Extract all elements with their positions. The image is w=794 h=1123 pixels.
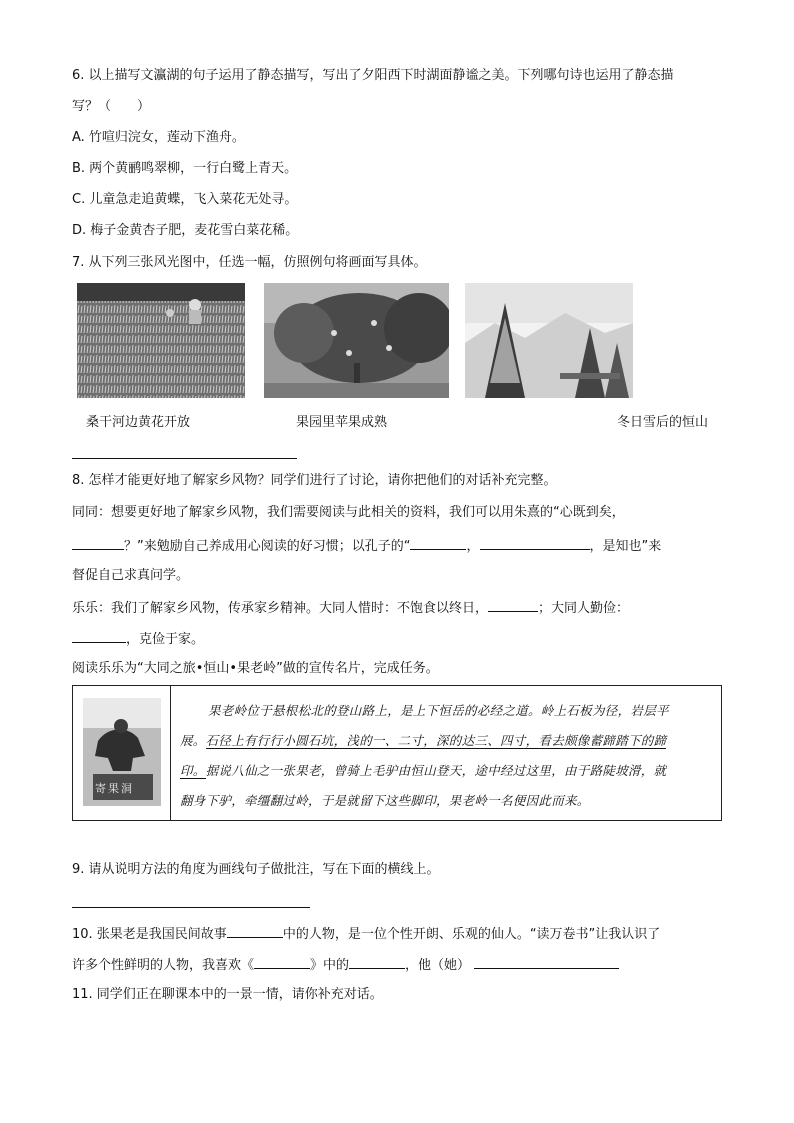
reading-intro: 阅读乐乐为“大同之旅•恒山•果老岭”做的宣传名片，完成任务。 (72, 661, 439, 676)
q7-answer-line[interactable] (72, 458, 297, 459)
blank-5[interactable] (72, 628, 126, 643)
blank-3[interactable] (480, 535, 590, 550)
blank-2[interactable] (410, 535, 466, 550)
photo-yellow-flowers (77, 283, 245, 398)
q8-lele-line2: ，克俭于家。 (72, 628, 204, 650)
caption-photo-2: 果园里苹果成熟 (296, 415, 388, 430)
q10-line2: 许多个性鲜明的人物，我喜欢《 》中的 ，他（她） (72, 954, 619, 976)
q6-option-b: B. 两个黄鹂鸣翠柳，一行白鹭上青天。 (72, 161, 298, 176)
q8-stem: 8. 怎样才能更好地了解家乡风物？同学们进行了讨论，请你把他们的对话补充完整。 (72, 473, 557, 488)
q11-stem: 11. 同学们正在聊课本中的一景一情，请你补充对话。 (72, 987, 383, 1002)
card-text (180, 696, 714, 816)
q7-stem: 7. 从下列三张风光图中，任选一幅，仿照例句将画面写具体。 (72, 255, 427, 270)
photo-apple-orchard (264, 283, 449, 398)
card-line-4: 翻身下驴，牵缰翻过岭，于是就留下这些脚印，果老岭一名便因此而来。 (180, 793, 590, 808)
q9-answer-line[interactable] (72, 907, 310, 908)
q6-stem-line2: 写？（ ） (72, 99, 151, 114)
q6-option-c: C. 儿童急走追黄蝶，飞入菜花无处寻。 (72, 192, 298, 207)
caption-photo-1: 桑干河边黄花开放 (86, 415, 191, 430)
q8-tongtong-line3: 督促自己求真问学。 (72, 568, 190, 583)
blank-7[interactable] (254, 954, 310, 969)
card-image-inscription: 寄果洞 (95, 782, 134, 795)
q8-lele-line1: 乐乐：我们了解家乡风物，传承家乡精神。大同人惜时：不饱食以终日， ；大同人勤俭： (72, 597, 629, 619)
blank-6[interactable] (227, 923, 283, 938)
blank-8[interactable] (349, 954, 405, 969)
q6-option-a: A. 竹喧归浣女，莲动下渔舟。 (72, 130, 245, 145)
blank-4[interactable] (488, 597, 538, 612)
caption-photo-3: 冬日雪后的恒山 (617, 415, 709, 430)
photo-snowy-hengshan (465, 283, 633, 398)
q8-tongtong-line2: ？”来勉励自己养成用心阅读的好习惯；以孔子的“ ， ，是知也”来 (72, 535, 661, 557)
blank-9[interactable] (474, 954, 619, 969)
card-line-2: 展。石径上有行行小圆石坑，浅的一、二寸，深的达三、四寸，看去颇像蓄蹄踏下的蹄 (180, 733, 667, 748)
q6-stem-line1: 6. 以上描写文瀛湖的句子运用了静态描写，写出了夕阳西下时湖面静谧之美。下列哪句诗也运用了静态描 (72, 68, 674, 83)
q8-tongtong-line1: 同同：想要更好地了解家乡风物，我们需要阅读与此相关的资料，我们可以用朱熹的“心既到矣， (72, 505, 625, 520)
promo-card (72, 685, 722, 821)
underlined-sentence-part1: 石径上有行行小圆石坑，浅的一、二寸，深的达三、四寸，看去颇像蓄蹄踏下的蹄 (205, 733, 667, 748)
underlined-sentence-part2: 印。 (180, 763, 206, 778)
card-image-statue (73, 686, 171, 820)
card-line-1: 果老岭位于悬根松北的登山路上，是上下恒岳的必经之道。岭上石板为径，岩层平 (208, 703, 669, 718)
q6-option-d: D. 梅子金黄杏子肥，麦花雪白菜花稀。 (72, 223, 299, 238)
card-line-3: 印。据说八仙之一张果老，曾骑上毛驴由恒山登天，途中经过这里，由于路陡坡滑，就 (180, 763, 667, 778)
q10-line1: 10. 张果老是我国民间故事 中的人物，是一位个性开朗、乐观的仙人。“读万卷书”让我认识了 (72, 923, 660, 945)
q9-stem: 9. 请从说明方法的角度为画线句子做批注，写在下面的横线上。 (72, 862, 440, 877)
blank-1[interactable] (72, 535, 124, 550)
